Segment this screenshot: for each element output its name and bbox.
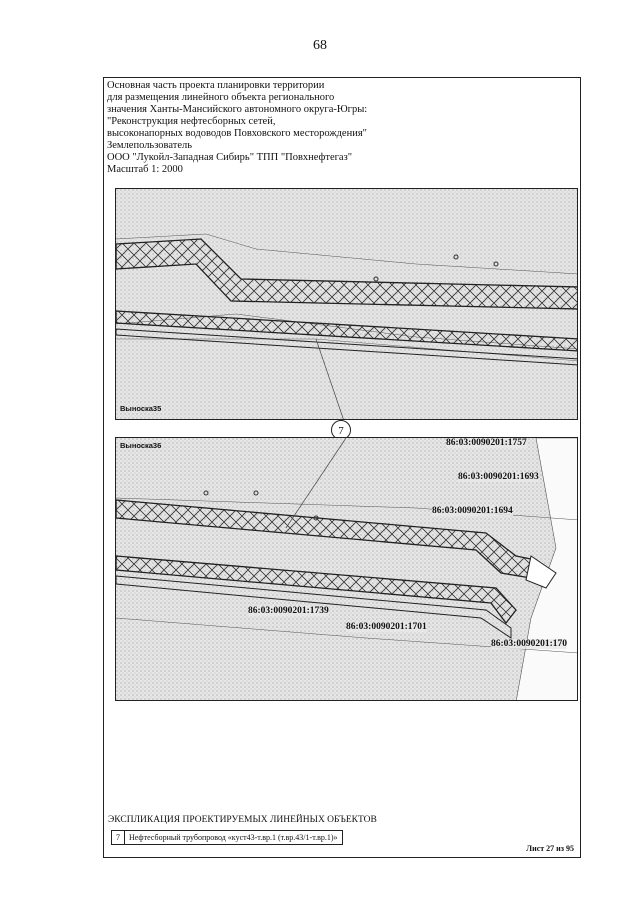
callout-label-36: Выноска36 (120, 441, 162, 450)
callout-label-35: Выноска35 (120, 404, 162, 413)
map-callout-36 (115, 437, 578, 701)
parcel-label: 86:03:0090201:1693 (458, 472, 539, 482)
parcel-label: 86:03:0090201:1694 (432, 506, 513, 516)
header-line: Масштаб 1: 2000 (107, 164, 183, 175)
drawing-frame (103, 77, 581, 858)
header-line: Основная часть проекта планировки территории (107, 80, 325, 91)
header-line: значения Ханты-Мансийского автономного округа-Югры: (107, 104, 368, 115)
header-line: высоконапорных водоводов Повховского месторождения" (107, 128, 367, 139)
header-line: "Реконструкция нефтесборных сетей, (107, 116, 276, 127)
row-number: 7 (112, 831, 125, 845)
parcel-label: 86:03:0090201:1757 (446, 438, 527, 448)
page-number: 68 (313, 38, 327, 53)
sheet-number: Лист 27 из 95 (526, 844, 574, 853)
row-object-name: Нефтесборный трубопровод «куст43-т.вр.1 (т.вр.43/1-т.вр.1)» (125, 831, 343, 845)
header-line: ООО "Лукойл-Западная Сибирь" ТПП "Повхнефтегаз" (107, 152, 353, 163)
table-row (112, 831, 343, 845)
parcel-label: 86:03:0090201:1739 (248, 606, 329, 616)
explication-title: ЭКСПЛИКАЦИЯ ПРОЕКТИРУЕМЫХ ЛИНЕЙНЫХ ОБЪЕКТОВ (108, 815, 377, 825)
explication-table (111, 830, 343, 845)
map-callout-35 (115, 188, 578, 420)
parcel-label: 86:03:0090201:1701 (346, 622, 427, 632)
object-marker: 7 (331, 420, 351, 440)
map-top-drawing (116, 189, 578, 420)
header-line: для размещения линейного объекта регионального (107, 92, 335, 103)
header-line: Землепользователь (107, 140, 193, 151)
title-block (107, 80, 367, 176)
parcel-label: 86:03:0090201:170 (491, 639, 567, 649)
